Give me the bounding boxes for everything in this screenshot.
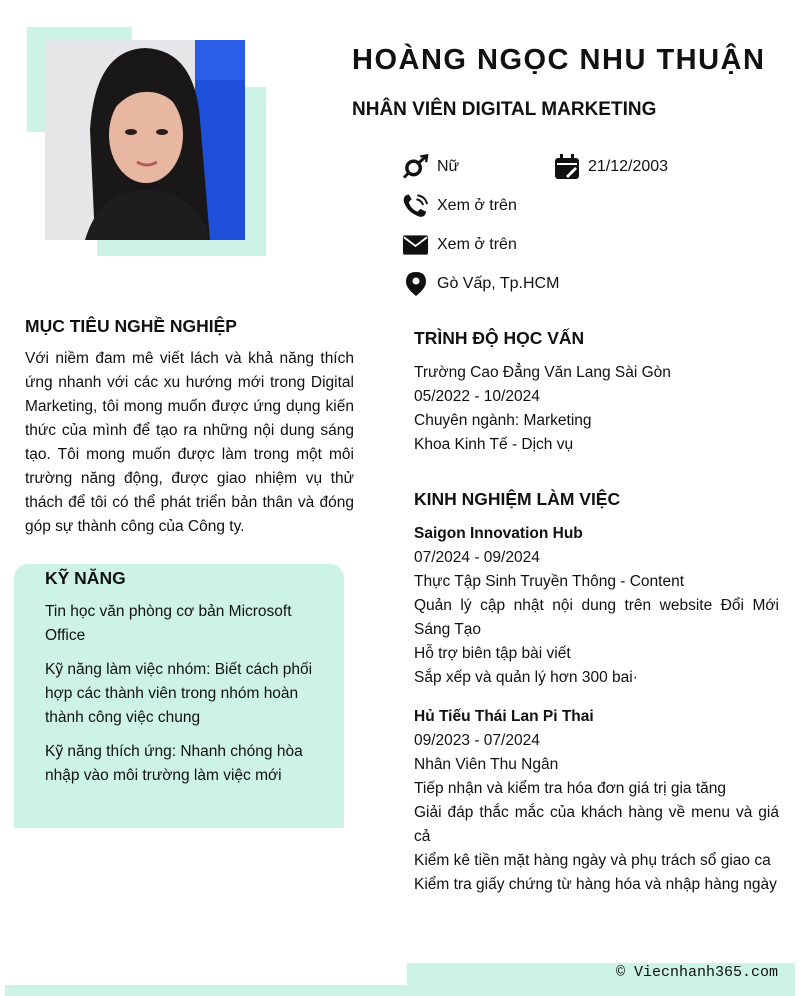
job-duty: Hỗ trợ biên tập bài viết: [414, 645, 571, 662]
job-period: 09/2023 - 07/2024: [414, 732, 540, 749]
experience-job-2: [414, 705, 779, 897]
job-company: Saigon Innovation Hub: [414, 525, 583, 542]
job-duty: Kiểm tra giấy chứng từ hàng hóa và nhập hàng ngày: [414, 876, 777, 893]
education-block: [414, 361, 779, 457]
location-icon: [402, 270, 429, 297]
info-gender: [402, 153, 459, 180]
job-duty: Kiểm kê tiền mặt hàng ngày và phụ trách sổ giao ca: [414, 852, 771, 869]
education-school: Trường Cao Đẳng Văn Lang Sài Gòn: [414, 364, 671, 381]
skill-item: Kỹ năng thích ứng: Nhanh chóng hòa nhập vào môi trường làm việc mới: [45, 743, 303, 784]
skills-list: [45, 600, 325, 798]
info-email: [402, 231, 517, 258]
education-heading: TRÌNH ĐỘ HỌC VẤN: [414, 328, 585, 348]
job-duty: Giải đáp thắc mắc của khách hàng về menu và giá cả: [414, 804, 779, 845]
phone-value: Xem ở trên: [437, 196, 517, 214]
objective-text: Với niềm đam mê viết lách và khả năng thích ứng nhanh với các xu hướng mới trong Digital Marketing, tôi mong muốn được ứng dụng kiến thức của mình để tạo ra những nội dung sáng tạo. Tôi mong muốn được làm trong một môi trường năng động, được giao nhiệm vụ thử thách để tôi có thể phát triển bản thân và đóng góp sự thành công của Công ty.: [25, 350, 354, 535]
experience-job-1: [414, 522, 779, 690]
job-duty: Quản lý cập nhật nội dung trên website Đổi Mới Sáng Tạo: [414, 597, 779, 638]
job-role: Nhân Viên Thu Ngân: [414, 756, 559, 773]
candidate-name: HOÀNG NGỌC NHU THUẬN: [352, 44, 766, 76]
email-value: Xem ở trên: [437, 235, 517, 253]
job-duty: Sắp xếp và quản lý hơn 300 bai·: [414, 669, 638, 686]
footer-credit: © Viecnhanh365.com: [615, 964, 778, 981]
profile-photo: [45, 40, 245, 240]
info-phone: [402, 192, 517, 219]
skill-item: Tin học văn phòng cơ bản Microsoft Office: [45, 603, 292, 644]
calendar-icon: [553, 153, 580, 180]
objective-heading: MỤC TIÊU NGHỀ NGHIỆP: [25, 316, 237, 336]
job-role: Thực Tập Sinh Truyền Thông - Content: [414, 573, 685, 590]
education-period: 05/2022 - 10/2024: [414, 388, 540, 405]
birthdate-value: 21/12/2003: [588, 157, 669, 175]
skills-section: [14, 564, 344, 828]
experience-heading: KINH NGHIỆM LÀM VIỆC: [414, 489, 621, 509]
info-birthdate: [553, 153, 668, 180]
phone-icon: [402, 192, 429, 219]
address-value: Gò Vấp, Tp.HCM: [437, 274, 560, 292]
email-icon: [402, 231, 429, 258]
job-company: Hủ Tiếu Thái Lan Pi Thai: [414, 708, 594, 725]
gender-icon: [402, 153, 429, 180]
job-duty: Tiếp nhận và kiểm tra hóa đơn giá trị gia tăng: [414, 780, 727, 797]
job-period: 07/2024 - 09/2024: [414, 549, 540, 566]
info-address: [402, 270, 559, 297]
skill-item: Kỹ năng làm việc nhóm: Biết cách phối hợp các thành viên trong nhóm hoàn thành công việc chung: [45, 661, 313, 726]
education-major: Chuyên ngành: Marketing: [414, 412, 592, 429]
skills-heading: KỸ NĂNG: [45, 568, 126, 588]
gender-value: Nữ: [437, 157, 460, 175]
education-faculty: Khoa Kinh Tế - Dịch vụ: [414, 436, 574, 453]
job-title: NHÂN VIÊN DIGITAL MARKETING: [352, 99, 657, 120]
